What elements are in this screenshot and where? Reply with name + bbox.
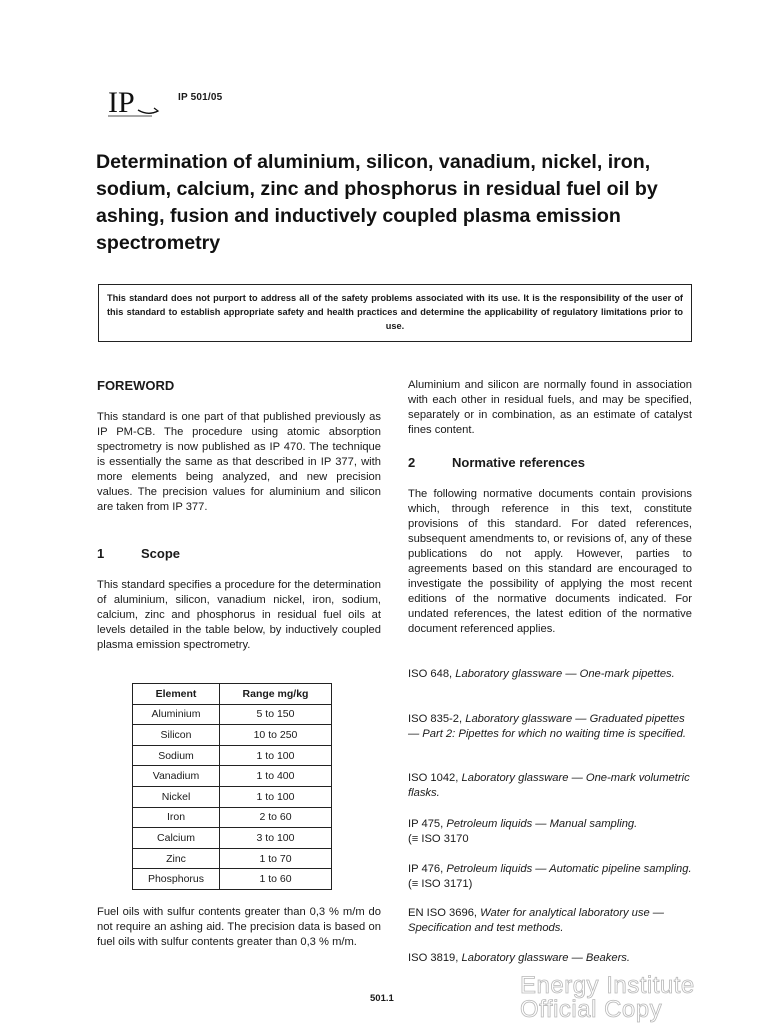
reference-title: Laboratory glassware — One-mark pipettes.	[455, 668, 675, 680]
range-cell: 2 to 60	[220, 807, 332, 828]
range-cell: 1 to 70	[220, 848, 332, 869]
reference-title: Laboratory glassware — Beakers.	[461, 952, 631, 964]
range-cell: 1 to 100	[220, 745, 332, 766]
normative-text: The following normative documents contain provisions which, through reference in this text, constitute provisions of this standard. For dated references, subsequent amendments to, or revisions of, any of these publications do not apply. However, parties to agreements based on this standard are encouraged to investigate the possibility of applying the most recent editions of the normative documents indicated. For undated references, the latest edition of the normative document referenced applies.	[408, 488, 692, 635]
reference-title: Laboratory glassware — Graduated pipettes — Part 2: Pipettes for which no waiting time is specified.	[408, 713, 686, 740]
reference-title: Petroleum liquids — Manual sampling.	[446, 818, 638, 830]
foreword-text: This standard is one part of that published previously as IP PM-CB. The procedure using atomic absorption spectrometry is now published as IP 470. The technique is essentially the same as that described in IP 377, with more elements being analyzed, and new precision values. The precision values for aluminium and silicon are taken from IP 377.	[97, 411, 381, 513]
range-cell: 10 to 250	[220, 725, 332, 746]
catalyst-fines-text: Aluminium and silicon are normally found in association with each other in residual fuels, and may be specified, separately or in combination, as an estimate of catalyst fines content.	[408, 379, 692, 436]
element-cell: Phosphorus	[133, 869, 220, 890]
sulfur-note: Fuel oils with sulfur contents greater than 0,3 % m/m do not require an ashing aid. The precision data is based on fuel oils with sulfur contents greater than 0,3 % m/m.	[97, 906, 381, 948]
standard-code: IP 501/05	[178, 92, 223, 103]
reference-code: ISO 3819,	[408, 952, 462, 964]
range-cell: 3 to 100	[220, 828, 332, 849]
reference-code: IP 475,	[408, 818, 447, 830]
table-row	[133, 704, 332, 725]
element-cell: Sodium	[133, 745, 220, 766]
element-range-table	[132, 683, 332, 890]
page-number: 501.1	[370, 993, 394, 1004]
range-cell: 1 to 400	[220, 766, 332, 787]
reference-item	[408, 667, 692, 682]
table-row	[133, 766, 332, 787]
element-cell: Iron	[133, 807, 220, 828]
table-row	[133, 786, 332, 807]
reference-item	[408, 712, 692, 742]
element-cell: Nickel	[133, 786, 220, 807]
table-row	[133, 848, 332, 869]
ip-logo	[108, 86, 160, 120]
range-cell: 1 to 100	[220, 786, 332, 807]
table-row	[133, 828, 332, 849]
reference-code: ISO 835-2,	[408, 713, 466, 725]
reference-code: ISO 648,	[408, 668, 456, 680]
reference-code: EN ISO 3696,	[408, 907, 481, 919]
scope-section-number: 1	[97, 546, 105, 561]
reference-equivalent: (≡ ISO 3171)	[408, 878, 473, 890]
document-title: Determination of aluminium, silicon, vanadium, nickel, iron, sodium, calcium, zinc and phosphorus in residual fuel oil by ashing, fusion and inductively coupled plasma emission spectrometry	[96, 151, 658, 254]
safety-disclaimer: This standard does not purport to address all of the safety problems associated with its use. It is the responsibility of the user of this standard to establish appropriate safety and health practices and determine the applicability of regulatory limitations prior to use.	[98, 284, 692, 342]
element-cell: Vanadium	[133, 766, 220, 787]
range-cell: 1 to 60	[220, 869, 332, 890]
element-cell: Calcium	[133, 828, 220, 849]
table-header-row	[133, 684, 332, 705]
element-cell: Silicon	[133, 725, 220, 746]
ip-logo-text: IP	[108, 86, 135, 119]
reference-code: IP 476,	[408, 863, 447, 875]
foreword-heading: FOREWORD	[97, 378, 175, 393]
table-row	[133, 725, 332, 746]
official-copy-watermark	[520, 974, 720, 1024]
reference-equivalent: (≡ ISO 3170	[408, 833, 469, 845]
reference-title: Water for analytical laboratory use — Specification and test methods.	[408, 907, 664, 934]
table-row	[133, 807, 332, 828]
normative-heading: Normative references	[452, 455, 585, 470]
range-cell: 5 to 150	[220, 704, 332, 725]
reference-code: ISO 1042,	[408, 772, 462, 784]
normative-section-number: 2	[408, 455, 416, 470]
reference-item	[408, 771, 692, 801]
element-cell: Aluminium	[133, 704, 220, 725]
watermark-line: Official Copy	[520, 996, 663, 1023]
reference-title: Petroleum liquids — Automatic pipeline sampling.	[446, 863, 692, 875]
scope-text: This standard specifies a procedure for the determination of aluminium, silicon, vanadium nickel, iron, sodium, calcium, zinc and phosphorus in residual fuel oils at levels detailed in the table below, by inductively coupled plasma emission spectrometry.	[97, 579, 381, 651]
reference-item	[408, 862, 692, 892]
scope-heading: Scope	[141, 546, 181, 561]
table-row	[133, 745, 332, 766]
reference-item	[408, 817, 692, 847]
table-row	[133, 869, 332, 890]
reference-item	[408, 951, 692, 966]
reference-title: Laboratory glassware — One-mark volumetric flasks.	[408, 772, 690, 799]
table-header-element: Element	[133, 684, 220, 705]
element-cell: Zinc	[133, 848, 220, 869]
watermark-line: Energy Institute	[520, 972, 695, 999]
reference-item	[408, 906, 692, 936]
table-header-range: Range mg/kg	[220, 684, 332, 705]
